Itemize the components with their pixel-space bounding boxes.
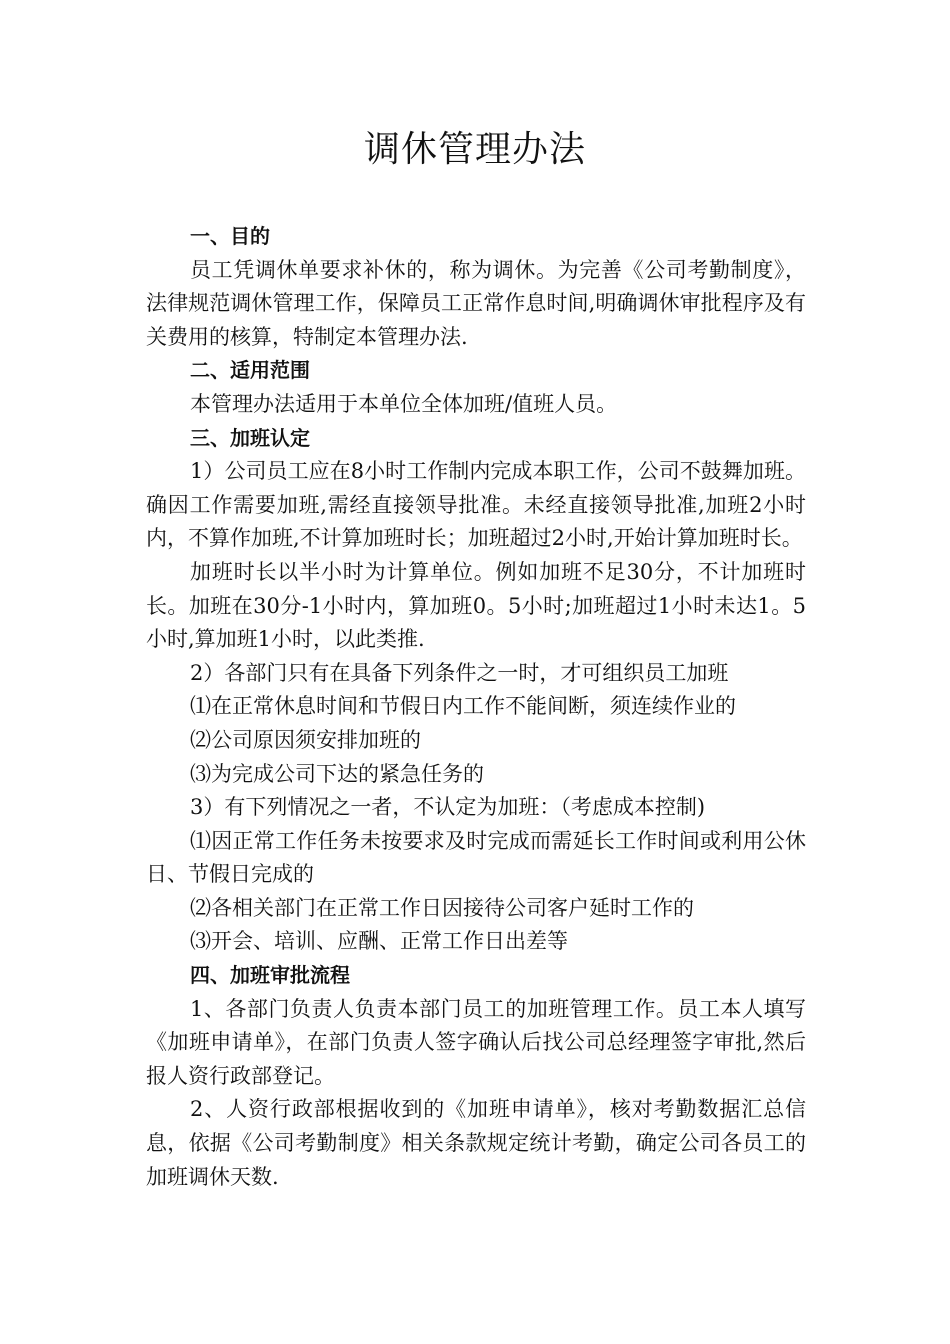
list-item: ⑶为完成公司下达的紧急任务的 (190, 761, 484, 786)
section-heading-approval-process: 四、加班审批流程 (190, 963, 350, 988)
section-heading-scope: 二、适用范围 (190, 358, 310, 383)
list-item: ⑵公司原因须安排加班的 (190, 727, 421, 752)
section-paragraph: 加班时长以半小时为计算单位。例如加班不足30分，不计加班时长。加班在30分-1小时内，算加班0。5小时;加班超过1小时未达1。5小时,算加班1小时，以此类推. (146, 559, 806, 652)
section-heading-purpose: 一、目的 (190, 224, 270, 248)
document-body (146, 220, 806, 1194)
list-item: ⑴因正常工作任务未按要求及时完成而需延长工作时间或利用公休日、节假日完成的 (146, 828, 806, 887)
section-paragraph: 2、人资行政部根据收到的《加班申请单》，核对考勤数据汇总信息，依据《公司考勤制度》相关条款规定统计考勤，确定公司各员工的加班调休天数. (146, 1097, 806, 1189)
list-item: ⑶开会、培训、应酬、正常工作日出差等 (190, 929, 568, 954)
list-item: ⑴在正常休息时间和节假日内工作不能间断，须连续作业的 (190, 694, 736, 719)
document-title: 调休管理办法 (363, 129, 586, 170)
section-paragraph: 1、各部门负责人负责本部门员工的加班管理工作。员工本人填写《加班申请单》，在部门负责人签字确认后找公司总经理签字审批,然后报人资行政部登记。 (146, 996, 806, 1088)
list-item: 2）各部门只有在具备下列条件之一时，才可组织员工加班 (190, 660, 729, 685)
list-item: ⑵各相关部门在正常工作日因接待公司客户延时工作的 (190, 895, 694, 920)
section-paragraph: 本管理办法适用于本单位全体加班/值班人员。 (190, 391, 618, 416)
section-paragraph: 员工凭调休单要求补休的，称为调休。为完善《公司考勤制度》，法律规范调休管理工作，保障员工正常作息时间,明确调休审批程序及有关费用的核算，特制定本管理办法. (146, 257, 806, 349)
list-item: 3）有下列情况之一者，不认定为加班：（考虑成本控制) (190, 795, 706, 820)
section-paragraph: 1）公司员工应在8小时工作制内完成本职工作，公司不鼓舞加班。确因工作需要加班,需经直接领导批准。未经直接领导批准,加班2小时内，不算作加班,不计算加班时长；加班超过2小时,开始计算加班时长。 (146, 459, 806, 551)
section-heading-overtime-recognition: 三、加班认定 (190, 425, 310, 450)
